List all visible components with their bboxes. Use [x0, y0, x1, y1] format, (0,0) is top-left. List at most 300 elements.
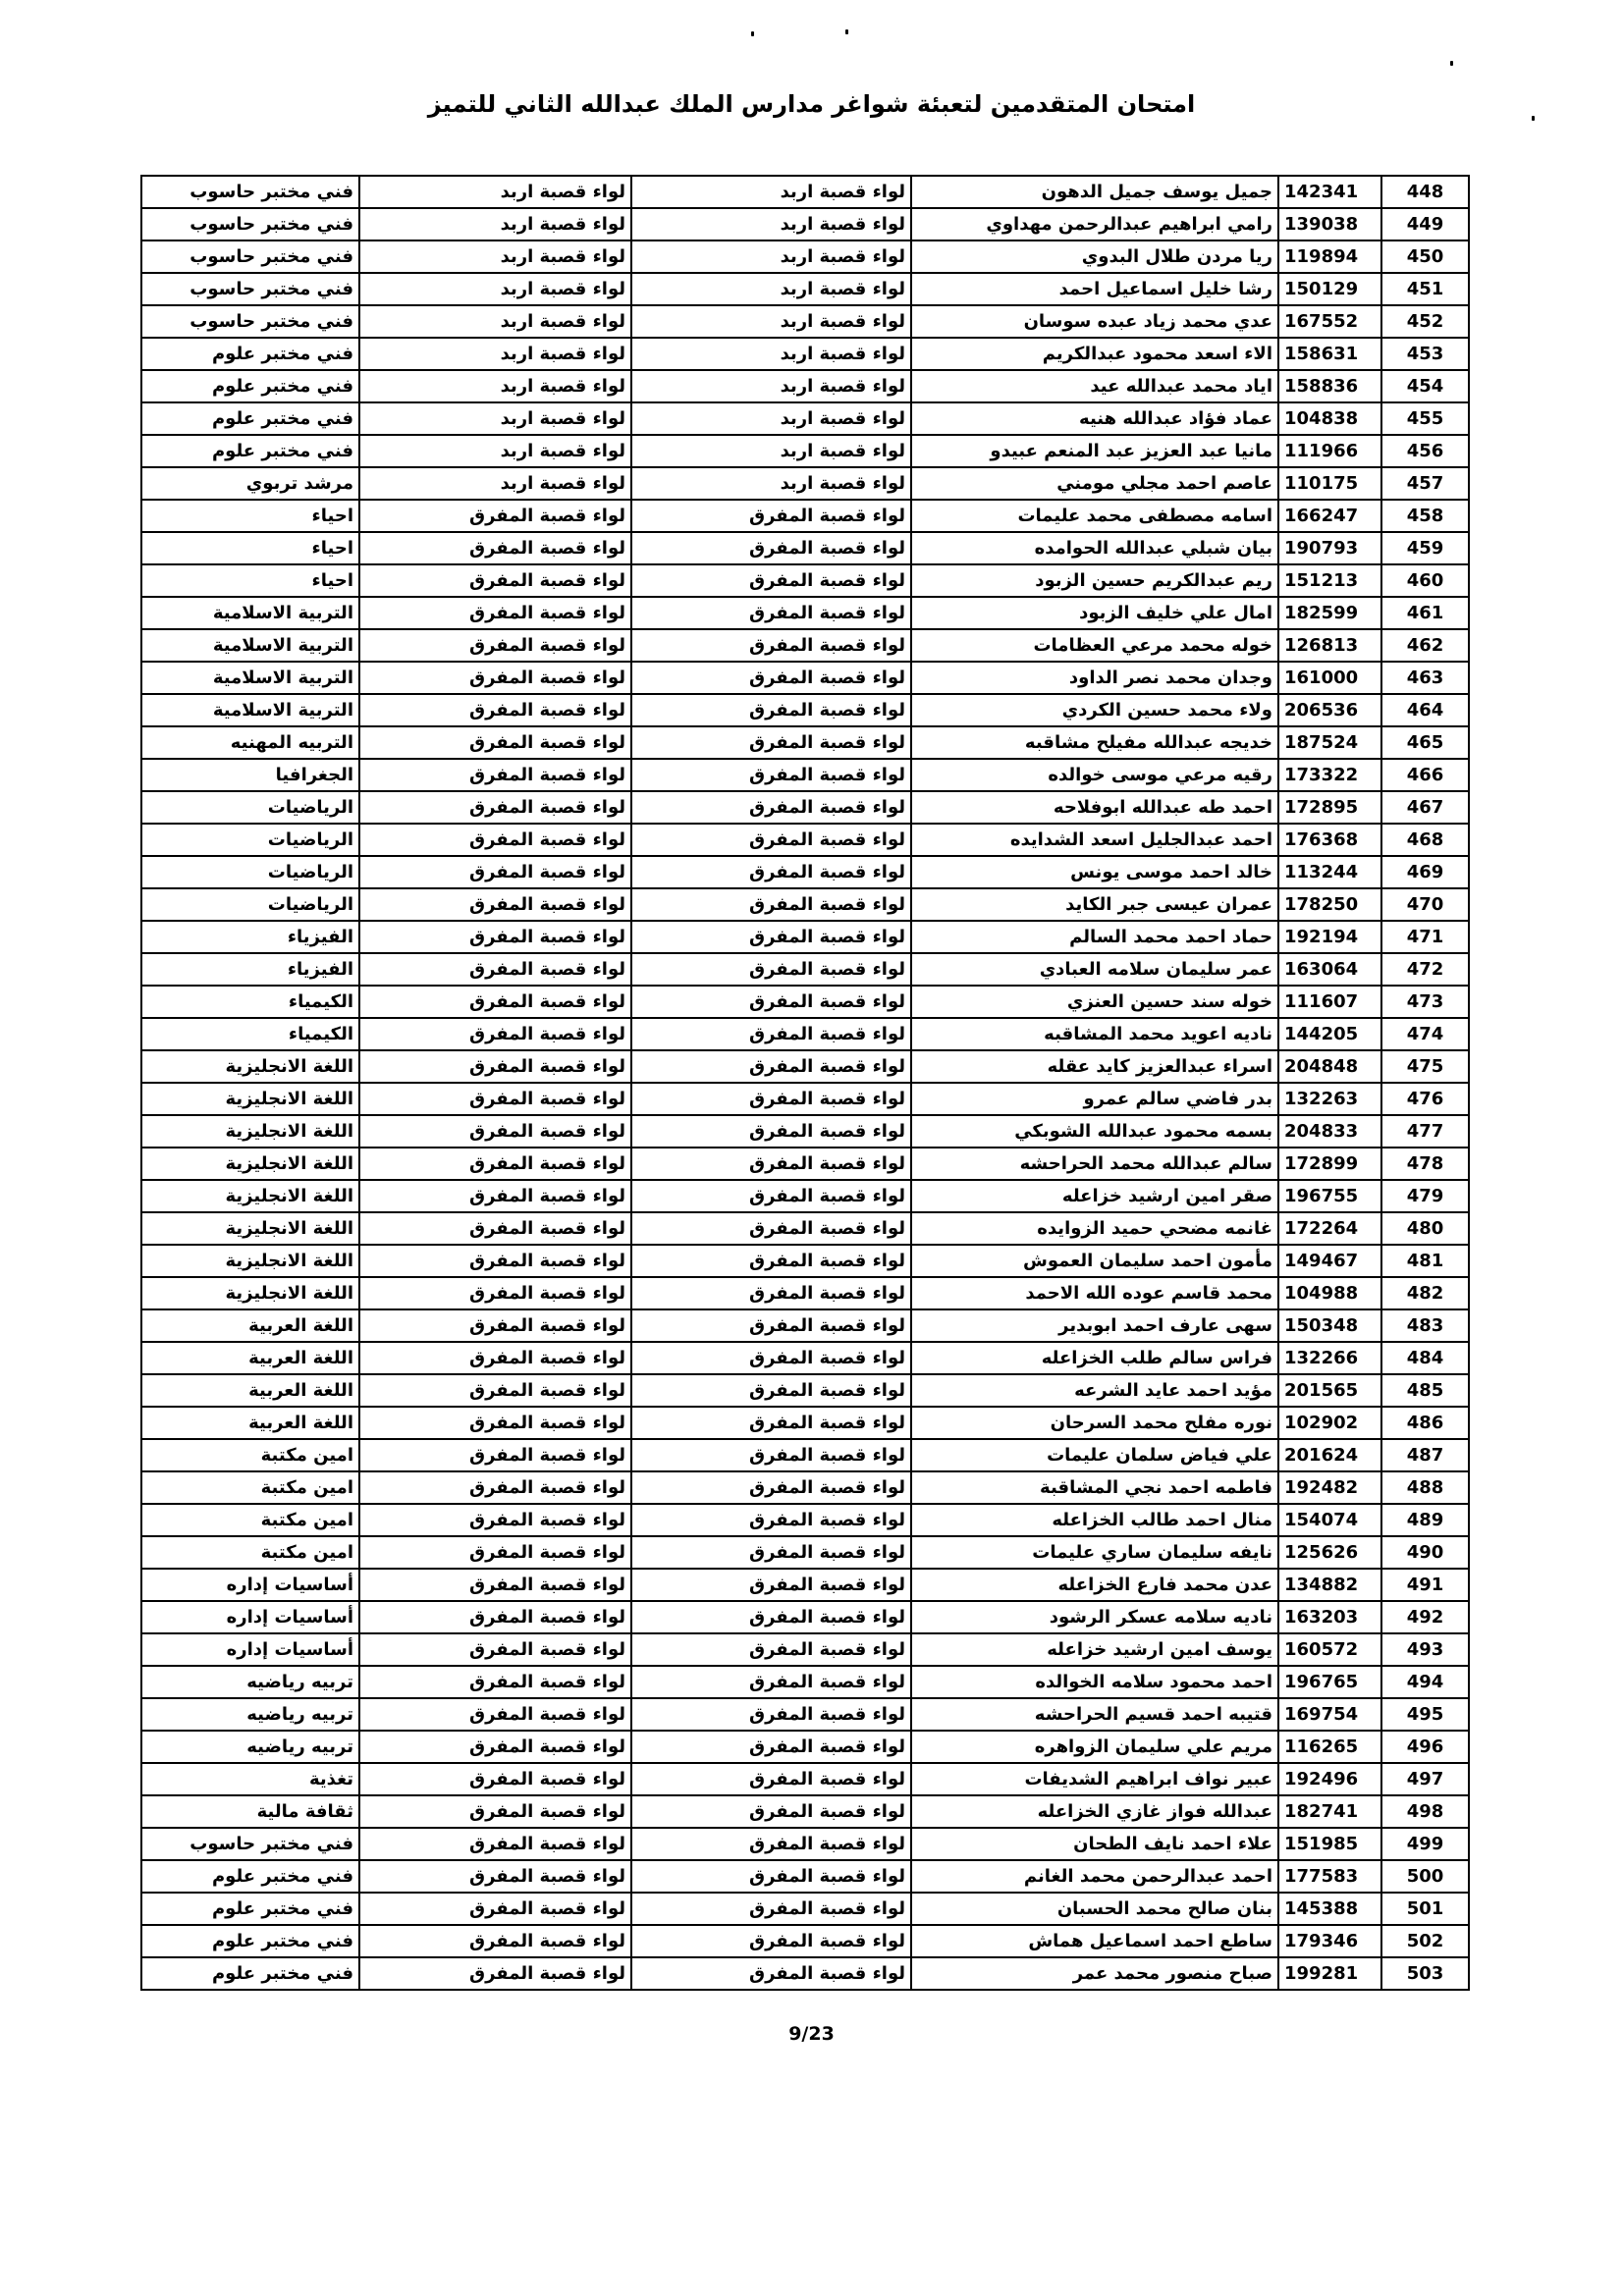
table-row: [141, 759, 1469, 791]
district-cell: لواء قصبة المفرق: [359, 1083, 631, 1115]
candidate-name-cell: علاء احمد نايف الطحان: [911, 1828, 1278, 1860]
serial-number-cell: 467: [1381, 791, 1469, 824]
subject-cell: تربيه رياضيه: [141, 1731, 359, 1763]
serial-number-cell: 486: [1381, 1407, 1469, 1439]
candidate-id-cell: 111607: [1278, 986, 1381, 1018]
district-cell: لواء قصبة المفرق: [359, 759, 631, 791]
subject-cell: فني مختبر علوم: [141, 1860, 359, 1893]
candidate-id-cell: 150129: [1278, 273, 1381, 305]
candidate-id-cell: 158631: [1278, 338, 1381, 370]
candidate-id-cell: 125626: [1278, 1536, 1381, 1569]
candidate-id-cell: 116265: [1278, 1731, 1381, 1763]
district-cell: لواء قصبة المفرق: [359, 791, 631, 824]
table-row: [141, 1893, 1469, 1925]
table-row: [141, 1860, 1469, 1893]
candidate-name-cell: ساطع احمد اسماعيل هماش: [911, 1925, 1278, 1957]
candidate-name-cell: صباح منصور محمد عمر: [911, 1957, 1278, 1990]
candidate-id-cell: 145388: [1278, 1893, 1381, 1925]
scan-speck: [845, 29, 848, 34]
table-row: [141, 1601, 1469, 1633]
candidate-id-cell: 126813: [1278, 629, 1381, 662]
subject-cell: الجغرافيا: [141, 759, 359, 791]
district-cell: لواء قصبة المفرق: [359, 1342, 631, 1374]
serial-number-cell: 485: [1381, 1374, 1469, 1407]
subject-cell: الكيمياء: [141, 1018, 359, 1050]
district-cell: لواء قصبة المفرق: [359, 597, 631, 629]
serial-number-cell: 461: [1381, 597, 1469, 629]
district-cell: لواء قصبة المفرق: [359, 1018, 631, 1050]
serial-number-cell: 469: [1381, 856, 1469, 888]
district-cell: لواء قصبة المفرق: [359, 726, 631, 759]
candidate-name-cell: رقيه مرعي موسى خوالده: [911, 759, 1278, 791]
table-row: [141, 1277, 1469, 1309]
directorate-cell: لواء قصبة المفرق: [631, 1439, 911, 1471]
serial-number-cell: 472: [1381, 953, 1469, 986]
table-row: [141, 1763, 1469, 1795]
serial-number-cell: 488: [1381, 1471, 1469, 1504]
serial-number-cell: 503: [1381, 1957, 1469, 1990]
directorate-cell: لواء قصبة المفرق: [631, 1601, 911, 1633]
page-number: 9/23: [788, 2023, 835, 2045]
directorate-cell: لواء قصبة المفرق: [631, 986, 911, 1018]
table-row: [141, 273, 1469, 305]
directorate-cell: لواء قصبة اربد: [631, 305, 911, 338]
table-row: [141, 1083, 1469, 1115]
subject-cell: اللغة العربية: [141, 1342, 359, 1374]
candidate-id-cell: 142341: [1278, 176, 1381, 208]
directorate-cell: لواء قصبة المفرق: [631, 532, 911, 564]
subject-cell: فني مختبر حاسوب: [141, 305, 359, 338]
table-row: [141, 1698, 1469, 1731]
directorate-cell: لواء قصبة اربد: [631, 273, 911, 305]
directorate-cell: لواء قصبة المفرق: [631, 1504, 911, 1536]
district-cell: لواء قصبة المفرق: [359, 1504, 631, 1536]
candidate-id-cell: 204833: [1278, 1115, 1381, 1148]
candidate-id-cell: 172264: [1278, 1212, 1381, 1245]
subject-cell: التربية الاسلامية: [141, 597, 359, 629]
candidate-id-cell: 104838: [1278, 402, 1381, 435]
subject-cell: تربيه رياضيه: [141, 1698, 359, 1731]
directorate-cell: لواء قصبة اربد: [631, 338, 911, 370]
serial-number-cell: 497: [1381, 1763, 1469, 1795]
candidate-id-cell: 110175: [1278, 467, 1381, 500]
district-cell: لواء قصبة المفرق: [359, 1893, 631, 1925]
subject-cell: فني مختبر حاسوب: [141, 1828, 359, 1860]
candidate-name-cell: رامي ابراهيم عبدالرحمن مهداوي: [911, 208, 1278, 240]
directorate-cell: لواء قصبة اربد: [631, 208, 911, 240]
directorate-cell: لواء قصبة المفرق: [631, 1893, 911, 1925]
table-row: [141, 1536, 1469, 1569]
district-cell: لواء قصبة المفرق: [359, 953, 631, 986]
candidate-id-cell: 204848: [1278, 1050, 1381, 1083]
table-row: [141, 1828, 1469, 1860]
table-row: [141, 1212, 1469, 1245]
candidate-name-cell: بيان شبلي عبدالله الحوامده: [911, 532, 1278, 564]
subject-cell: اللغة الانجليزية: [141, 1212, 359, 1245]
directorate-cell: لواء قصبة المفرق: [631, 1633, 911, 1666]
subject-cell: اللغة الانجليزية: [141, 1115, 359, 1148]
serial-number-cell: 481: [1381, 1245, 1469, 1277]
directorate-cell: لواء قصبة المفرق: [631, 1050, 911, 1083]
table-row: [141, 953, 1469, 986]
candidate-name-cell: سهى عارف احمد ابوبدير: [911, 1309, 1278, 1342]
subject-cell: أساسيات إداره: [141, 1633, 359, 1666]
table-row: [141, 921, 1469, 953]
candidate-id-cell: 139038: [1278, 208, 1381, 240]
candidate-id-cell: 172899: [1278, 1148, 1381, 1180]
candidate-id-cell: 119894: [1278, 240, 1381, 273]
candidate-name-cell: جميل يوسف جميل الدهون: [911, 176, 1278, 208]
candidate-name-cell: عبدالله فواز غازي الخزاعله: [911, 1795, 1278, 1828]
candidate-id-cell: 158836: [1278, 370, 1381, 402]
candidate-name-cell: رشا خليل اسماعيل احمد: [911, 273, 1278, 305]
table-row: [141, 597, 1469, 629]
directorate-cell: لواء قصبة المفرق: [631, 1277, 911, 1309]
subject-cell: فني مختبر علوم: [141, 1925, 359, 1957]
directorate-cell: لواء قصبة المفرق: [631, 597, 911, 629]
candidate-name-cell: احمد محمود سلامه الخوالده: [911, 1666, 1278, 1698]
subject-cell: اللغة الانجليزية: [141, 1277, 359, 1309]
candidate-name-cell: عاصم احمد مجلي مومني: [911, 467, 1278, 500]
district-cell: لواء قصبة المفرق: [359, 532, 631, 564]
directorate-cell: لواء قصبة المفرق: [631, 1795, 911, 1828]
district-cell: لواء قصبة المفرق: [359, 662, 631, 694]
candidate-name-cell: بسمه محمود عبدالله الشوبكي: [911, 1115, 1278, 1148]
subject-cell: اللغة الانجليزية: [141, 1050, 359, 1083]
directorate-cell: لواء قصبة المفرق: [631, 1860, 911, 1893]
serial-number-cell: 470: [1381, 888, 1469, 921]
table-row: [141, 1342, 1469, 1374]
district-cell: لواء قصبة اربد: [359, 435, 631, 467]
district-cell: لواء قصبة اربد: [359, 370, 631, 402]
district-cell: لواء قصبة اربد: [359, 338, 631, 370]
candidate-id-cell: 134882: [1278, 1569, 1381, 1601]
subject-cell: الفيزياء: [141, 921, 359, 953]
subject-cell: الكيمياء: [141, 986, 359, 1018]
directorate-cell: لواء قصبة المفرق: [631, 500, 911, 532]
candidate-id-cell: 179346: [1278, 1925, 1381, 1957]
table-row: [141, 1633, 1469, 1666]
directorate-cell: لواء قصبة اربد: [631, 435, 911, 467]
directorate-cell: لواء قصبة المفرق: [631, 1148, 911, 1180]
directorate-cell: لواء قصبة المفرق: [631, 1666, 911, 1698]
table-row: [141, 240, 1469, 273]
subject-cell: الرياضيات: [141, 888, 359, 921]
table-row: [141, 435, 1469, 467]
candidate-name-cell: غانمه مضحي حميد الزوايده: [911, 1212, 1278, 1245]
table-row: [141, 1666, 1469, 1698]
serial-number-cell: 462: [1381, 629, 1469, 662]
candidate-name-cell: امال علي خليف الزبود: [911, 597, 1278, 629]
candidate-id-cell: 192482: [1278, 1471, 1381, 1504]
serial-number-cell: 475: [1381, 1050, 1469, 1083]
candidate-id-cell: 201624: [1278, 1439, 1381, 1471]
table-row: [141, 1471, 1469, 1504]
serial-number-cell: 450: [1381, 240, 1469, 273]
candidate-id-cell: 151985: [1278, 1828, 1381, 1860]
district-cell: لواء قصبة المفرق: [359, 1860, 631, 1893]
serial-number-cell: 460: [1381, 564, 1469, 597]
directorate-cell: لواء قصبة المفرق: [631, 1083, 911, 1115]
serial-number-cell: 495: [1381, 1698, 1469, 1731]
candidate-name-cell: مريم علي سليمان الزواهره: [911, 1731, 1278, 1763]
candidate-id-cell: 196755: [1278, 1180, 1381, 1212]
serial-number-cell: 498: [1381, 1795, 1469, 1828]
district-cell: لواء قصبة المفرق: [359, 1957, 631, 1990]
subject-cell: فني مختبر علوم: [141, 1957, 359, 1990]
directorate-cell: لواء قصبة المفرق: [631, 856, 911, 888]
subject-cell: الرياضيات: [141, 824, 359, 856]
table-row: [141, 1407, 1469, 1439]
district-cell: لواء قصبة المفرق: [359, 1569, 631, 1601]
subject-cell: احياء: [141, 532, 359, 564]
candidate-name-cell: الاء اسعد محمود عبدالكريم: [911, 338, 1278, 370]
serial-number-cell: 487: [1381, 1439, 1469, 1471]
candidate-id-cell: 182599: [1278, 597, 1381, 629]
district-cell: لواء قصبة المفرق: [359, 1828, 631, 1860]
district-cell: لواء قصبة المفرق: [359, 1245, 631, 1277]
district-cell: لواء قصبة المفرق: [359, 1212, 631, 1245]
serial-number-cell: 491: [1381, 1569, 1469, 1601]
subject-cell: فني مختبر علوم: [141, 402, 359, 435]
table-row: [141, 1148, 1469, 1180]
directorate-cell: لواء قصبة المفرق: [631, 1957, 911, 1990]
table-row: [141, 532, 1469, 564]
directorate-cell: لواء قصبة المفرق: [631, 1698, 911, 1731]
district-cell: لواء قصبة المفرق: [359, 694, 631, 726]
serial-number-cell: 465: [1381, 726, 1469, 759]
table-row: [141, 986, 1469, 1018]
directorate-cell: لواء قصبة المفرق: [631, 1245, 911, 1277]
candidate-id-cell: 192496: [1278, 1763, 1381, 1795]
table-row: [141, 824, 1469, 856]
candidate-name-cell: احمد طه عبدالله ابوفلاحه: [911, 791, 1278, 824]
subject-cell: امين مكتبة: [141, 1439, 359, 1471]
directorate-cell: لواء قصبة المفرق: [631, 791, 911, 824]
candidate-name-cell: اياد محمد عبدالله عيد: [911, 370, 1278, 402]
district-cell: لواء قصبة اربد: [359, 240, 631, 273]
candidate-name-cell: محمد قاسم عوده الله الاحمد: [911, 1277, 1278, 1309]
district-cell: لواء قصبة المفرق: [359, 1439, 631, 1471]
candidate-name-cell: وجدان محمد نصر الداود: [911, 662, 1278, 694]
scan-speck: [1450, 61, 1453, 66]
subject-cell: فني مختبر علوم: [141, 435, 359, 467]
table-row: [141, 1309, 1469, 1342]
subject-cell: الرياضيات: [141, 791, 359, 824]
candidate-name-cell: علي فياض سلمان عليمات: [911, 1439, 1278, 1471]
subject-cell: اللغة الانجليزية: [141, 1083, 359, 1115]
serial-number-cell: 473: [1381, 986, 1469, 1018]
subject-cell: احياء: [141, 564, 359, 597]
table-row: [141, 338, 1469, 370]
serial-number-cell: 501: [1381, 1893, 1469, 1925]
subject-cell: الرياضيات: [141, 856, 359, 888]
candidate-name-cell: عمران عيسى جبر الكايد: [911, 888, 1278, 921]
candidate-name-cell: قتيبه احمد قسيم الحراحشه: [911, 1698, 1278, 1731]
district-cell: لواء قصبة المفرق: [359, 1698, 631, 1731]
district-cell: لواء قصبة اربد: [359, 208, 631, 240]
candidate-id-cell: 196765: [1278, 1666, 1381, 1698]
district-cell: لواء قصبة المفرق: [359, 1763, 631, 1795]
subject-cell: فني مختبر علوم: [141, 338, 359, 370]
table-row: [141, 1957, 1469, 1990]
serial-number-cell: 452: [1381, 305, 1469, 338]
serial-number-cell: 492: [1381, 1601, 1469, 1633]
district-cell: لواء قصبة اربد: [359, 305, 631, 338]
candidate-name-cell: عماد فؤاد عبدالله هنيه: [911, 402, 1278, 435]
district-cell: لواء قصبة المفرق: [359, 1407, 631, 1439]
candidate-name-cell: اسامه مصطفى محمد عليمات: [911, 500, 1278, 532]
candidate-id-cell: 190793: [1278, 532, 1381, 564]
candidate-id-cell: 163203: [1278, 1601, 1381, 1633]
subject-cell: التربية الاسلامية: [141, 662, 359, 694]
serial-number-cell: 468: [1381, 824, 1469, 856]
candidate-name-cell: فاطمه احمد نجي المشاقبة: [911, 1471, 1278, 1504]
serial-number-cell: 477: [1381, 1115, 1469, 1148]
candidates-table-body: [141, 176, 1469, 1990]
directorate-cell: لواء قصبة المفرق: [631, 726, 911, 759]
subject-cell: اللغة العربية: [141, 1309, 359, 1342]
serial-number-cell: 456: [1381, 435, 1469, 467]
serial-number-cell: 494: [1381, 1666, 1469, 1698]
table-row: [141, 1439, 1469, 1471]
subject-cell: فني مختبر حاسوب: [141, 208, 359, 240]
serial-number-cell: 490: [1381, 1536, 1469, 1569]
candidate-id-cell: 144205: [1278, 1018, 1381, 1050]
candidate-name-cell: سالم عبدالله محمد الحراحشه: [911, 1148, 1278, 1180]
serial-number-cell: 483: [1381, 1309, 1469, 1342]
candidate-name-cell: صقر امين ارشيد خزاعله: [911, 1180, 1278, 1212]
directorate-cell: لواء قصبة المفرق: [631, 824, 911, 856]
directorate-cell: لواء قصبة المفرق: [631, 1309, 911, 1342]
directorate-cell: لواء قصبة المفرق: [631, 629, 911, 662]
candidate-name-cell: ناديه سلامه عسكر الرشود: [911, 1601, 1278, 1633]
candidate-name-cell: عدي محمد زياد عبده سوسان: [911, 305, 1278, 338]
district-cell: لواء قصبة المفرق: [359, 564, 631, 597]
table-row: [141, 856, 1469, 888]
candidate-name-cell: فراس سالم طلب الخزاعله: [911, 1342, 1278, 1374]
candidate-name-cell: ريا مردن طلال البدوي: [911, 240, 1278, 273]
table-row: [141, 1050, 1469, 1083]
table-row: [141, 1374, 1469, 1407]
district-cell: لواء قصبة المفرق: [359, 986, 631, 1018]
serial-number-cell: 457: [1381, 467, 1469, 500]
directorate-cell: لواء قصبة المفرق: [631, 564, 911, 597]
candidate-id-cell: 182741: [1278, 1795, 1381, 1828]
candidate-name-cell: احمد عبدالجليل اسعد الشدايده: [911, 824, 1278, 856]
district-cell: لواء قصبة المفرق: [359, 1277, 631, 1309]
subject-cell: امين مكتبة: [141, 1504, 359, 1536]
serial-number-cell: 476: [1381, 1083, 1469, 1115]
directorate-cell: لواء قصبة المفرق: [631, 694, 911, 726]
directorate-cell: لواء قصبة اربد: [631, 370, 911, 402]
table-row: [141, 726, 1469, 759]
table-row: [141, 1180, 1469, 1212]
table-row: [141, 791, 1469, 824]
candidate-id-cell: 161000: [1278, 662, 1381, 694]
candidate-id-cell: 151213: [1278, 564, 1381, 597]
district-cell: لواء قصبة المفرق: [359, 500, 631, 532]
directorate-cell: لواء قصبة اربد: [631, 402, 911, 435]
candidate-id-cell: 167552: [1278, 305, 1381, 338]
candidate-id-cell: 132266: [1278, 1342, 1381, 1374]
directorate-cell: لواء قصبة المفرق: [631, 953, 911, 986]
candidate-name-cell: مؤيد احمد عايد الشرعه: [911, 1374, 1278, 1407]
serial-number-cell: 499: [1381, 1828, 1469, 1860]
table-row: [141, 888, 1469, 921]
directorate-cell: لواء قصبة المفرق: [631, 1731, 911, 1763]
candidate-id-cell: 104988: [1278, 1277, 1381, 1309]
candidate-id-cell: 176368: [1278, 824, 1381, 856]
scan-speck: [751, 31, 754, 36]
table-row: [141, 467, 1469, 500]
subject-cell: امين مكتبة: [141, 1536, 359, 1569]
candidate-name-cell: خديجه عبدالله مفيلح مشاقبه: [911, 726, 1278, 759]
table-row: [141, 1115, 1469, 1148]
table-row: [141, 208, 1469, 240]
table-row: [141, 1245, 1469, 1277]
candidate-id-cell: 173322: [1278, 759, 1381, 791]
candidate-id-cell: 201565: [1278, 1374, 1381, 1407]
district-cell: لواء قصبة اربد: [359, 176, 631, 208]
district-cell: لواء قصبة المفرق: [359, 1050, 631, 1083]
serial-number-cell: 479: [1381, 1180, 1469, 1212]
candidate-name-cell: نايفه سليمان ساري عليمات: [911, 1536, 1278, 1569]
candidate-name-cell: ناديه اعويد محمد المشاقبه: [911, 1018, 1278, 1050]
candidate-id-cell: 160572: [1278, 1633, 1381, 1666]
subject-cell: التربيه المهنيه: [141, 726, 359, 759]
subject-cell: تربيه رياضيه: [141, 1666, 359, 1698]
subject-cell: فني مختبر حاسوب: [141, 176, 359, 208]
serial-number-cell: 496: [1381, 1731, 1469, 1763]
district-cell: لواء قصبة المفرق: [359, 1925, 631, 1957]
district-cell: لواء قصبة المفرق: [359, 1795, 631, 1828]
candidate-name-cell: مأمون احمد سليمان العموش: [911, 1245, 1278, 1277]
subject-cell: مرشد تربوي: [141, 467, 359, 500]
subject-cell: اللغة العربية: [141, 1407, 359, 1439]
directorate-cell: لواء قصبة المفرق: [631, 1925, 911, 1957]
candidate-name-cell: مانيا عبد العزيز عبد المنعم عبيدو: [911, 435, 1278, 467]
directorate-cell: لواء قصبة المفرق: [631, 1212, 911, 1245]
subject-cell: فني مختبر علوم: [141, 1893, 359, 1925]
district-cell: لواء قصبة اربد: [359, 402, 631, 435]
candidate-id-cell: 102902: [1278, 1407, 1381, 1439]
document-title: امتحان المتقدمين لتعبئة شواغر مدارس الملك عبدالله الثاني للتميز: [427, 90, 1196, 118]
table-row: [141, 1731, 1469, 1763]
district-cell: لواء قصبة المفرق: [359, 629, 631, 662]
subject-cell: فني مختبر علوم: [141, 370, 359, 402]
serial-number-cell: 463: [1381, 662, 1469, 694]
candidate-id-cell: 199281: [1278, 1957, 1381, 1990]
district-cell: لواء قصبة المفرق: [359, 1148, 631, 1180]
district-cell: لواء قصبة المفرق: [359, 1180, 631, 1212]
district-cell: لواء قصبة المفرق: [359, 1633, 631, 1666]
district-cell: لواء قصبة المفرق: [359, 921, 631, 953]
candidate-id-cell: 166247: [1278, 500, 1381, 532]
directorate-cell: لواء قصبة المفرق: [631, 1180, 911, 1212]
directorate-cell: لواء قصبة المفرق: [631, 759, 911, 791]
candidate-id-cell: 187524: [1278, 726, 1381, 759]
subject-cell: فني مختبر حاسوب: [141, 273, 359, 305]
directorate-cell: لواء قصبة اربد: [631, 240, 911, 273]
table-row: [141, 564, 1469, 597]
district-cell: لواء قصبة المفرق: [359, 1731, 631, 1763]
subject-cell: اللغة الانجليزية: [141, 1245, 359, 1277]
district-cell: لواء قصبة المفرق: [359, 856, 631, 888]
serial-number-cell: 478: [1381, 1148, 1469, 1180]
serial-number-cell: 480: [1381, 1212, 1469, 1245]
serial-number-cell: 502: [1381, 1925, 1469, 1957]
